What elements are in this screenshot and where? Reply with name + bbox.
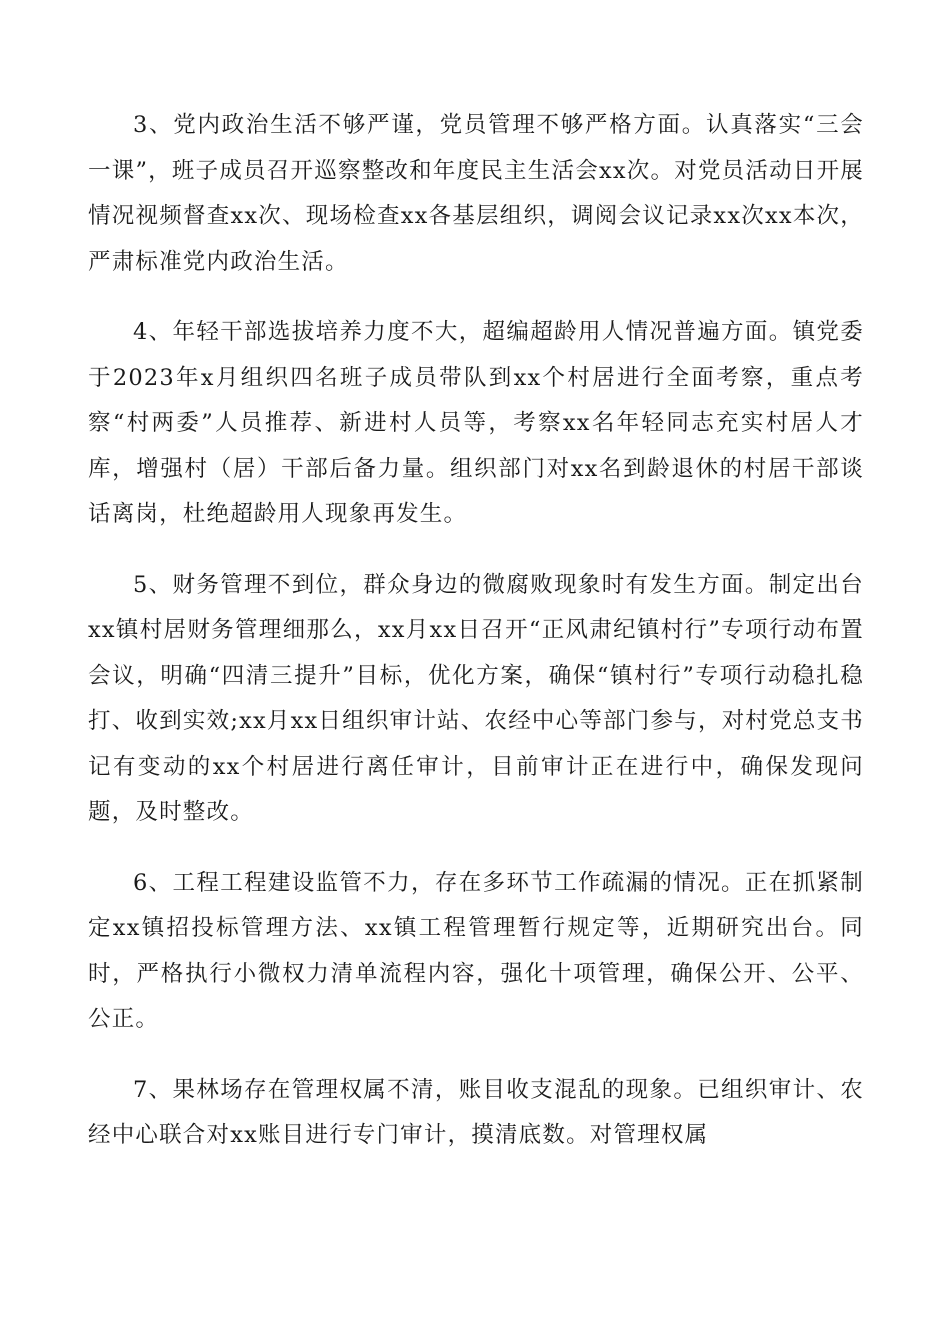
paragraph-item-7: 7、果林场存在管理权属不清，账目收支混乱的现象。已组织审计、农经中心联合对xx账目进行专门审计，摸清底数。对管理权属 xyxy=(88,1076,864,1148)
document-body xyxy=(88,103,864,1184)
paragraph-item-3: 3、党内政治生活不够严谨，党员管理不够严格方面。认真落实“三会一课”，班子成员召开巡察整改和年度民主生活会xx次。对党员活动日开展情况视频督查xx次、现场检查xx各基层组织，调阅会议记录xx次xx本次，严肃标准党内政治生活。 xyxy=(88,112,864,275)
paragraph-item-6: 6、工程工程建设监管不力，存在多环节工作疏漏的情况。正在抓紧制定xx镇招投标管理方法、xx镇工程管理暂行规定等，近期研究出台。同时，严格执行小微权力清单流程内容，强化十项管理，确保公开、公平、公正。 xyxy=(88,869,864,1032)
paragraph-item-4: 4、年轻干部选拔培养力度不大，超编超龄用人情况普遍方面。镇党委于2023年x月组织四名班子成员带队到xx个村居进行全面考察，重点考察“村两委”人员推荐、新进村人员等，考察xx名年轻同志充实村居人才库，增强村（居）干部后备力量。组织部门对xx名到龄退休的村居干部谈话离岗，杜绝超龄用人现象再发生。 xyxy=(88,319,864,527)
paragraph-item-5: 5、财务管理不到位，群众身边的微腐败现象时有发生方面。制定出台xx镇村居财务管理细那么，xx月xx日召开“正风肃纪镇村行”专项行动布置会议，明确“四清三提升”目标，优化方案，确保“镇村行”专项行动稳扎稳打、收到实效;xx月xx日组织审计站、农经中心等部门参与，对村党总支书记有变动的xx个村居进行离任审计，目前审计正在进行中，确保发现问题，及时整改。 xyxy=(88,571,864,825)
